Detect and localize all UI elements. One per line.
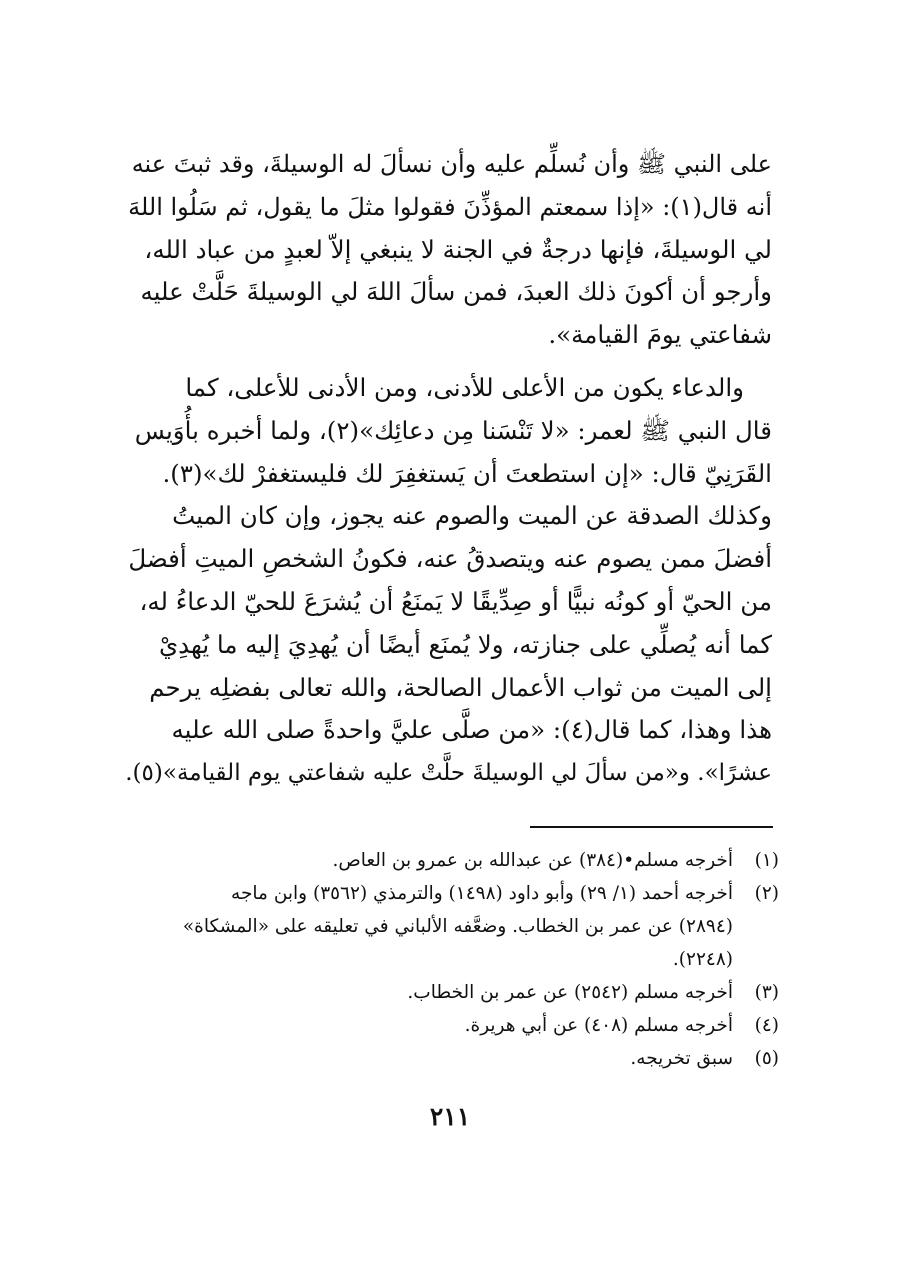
footnote-separator xyxy=(530,826,773,828)
footnote-2 xyxy=(122,877,779,976)
text-line: كما أنه يُصلِّي على جنازته، ولا يُمنَع أيضًا أن يُهدِيَ إليه ما يُهدِيْ xyxy=(159,629,772,659)
footnote-number: (٣) xyxy=(754,982,779,1003)
text-line: من الحيّ أو كونُه نبيًّا أو صِدِّيقًا لا يَمنَعُ أن يُشرَعَ للحيّ الدعاءُ له، xyxy=(139,586,772,616)
footnote-text: (٢٢٤٨). xyxy=(672,949,733,970)
text-line: والدعاء يكون من الأعلى للأدنى، ومن الأدنى للأعلى، كما xyxy=(185,372,744,402)
text-line: لي الوسيلةَ، فإنها درجةٌ في الجنة لا ينبغي إلاّ لعبدٍ من عباد الله، xyxy=(144,234,772,264)
text-line: أنه قال(١): «إذا سمعتم المؤذِّنَ فقولوا مثلَ ما يقول، ثم سَلُوا اللهَ xyxy=(128,192,772,221)
footnote-number: (٥) xyxy=(754,1048,779,1069)
paragraph-2 xyxy=(122,367,772,795)
paragraph-1 xyxy=(122,143,772,357)
main-text xyxy=(122,143,772,795)
footnote-text: سبق تخريجه. xyxy=(630,1048,733,1069)
footnote-number: (١) xyxy=(754,850,779,871)
footnote-3 xyxy=(122,976,779,1009)
text-line: عشرًا». و«من سألَ لي الوسيلةَ حلَّتْ عليه شفاعتي يوم القيامة»(٥). xyxy=(125,760,772,787)
text-line: على النبي ﷺ وأن نُسلِّم عليه وأن نسألَ له الوسيلةَ، وقد ثبتَ عنه xyxy=(131,150,772,178)
text-line: أفضلَ ممن يصوم عنه ويتصدقُ عنه، فكونُ الشخصِ الميتِ أفضلَ xyxy=(128,544,772,574)
footnote-number: (٤) xyxy=(754,1015,779,1036)
footnotes xyxy=(122,844,779,1075)
footnote-1 xyxy=(122,844,779,877)
text-line: القَرَنِيّ قال: «إن استطعتَ أن يَستغفِرَ لك فليستغفرْ لك»(٣). xyxy=(162,458,772,488)
footnote-text: أخرجه أحمد (١/ ٢٩) وأبو داود (١٤٩٨) والترمذي (٣٥٦٢) وابن ماجه xyxy=(231,883,733,904)
text-line: هذا وهذا، كما قال(٤): «من صلَّى عليَّ واحدةً صلى الله عليه xyxy=(171,715,772,745)
text-line: قال النبي ﷺ لعمر: «لا تَنْسَنا مِن دعائِك»(٢)، ولما أخبره بأُوَيس xyxy=(134,415,772,445)
footnote-4 xyxy=(122,1009,779,1042)
footnote-text: (٢٨٩٤) عن عمر بن الخطاب. وضعَّفه الألباني في تعليقه على «المشكاة» xyxy=(182,916,733,937)
page-number: ٢١١ xyxy=(429,1102,471,1131)
footnote-text: أخرجه مسلم•(٣٨٤) عن عبدالله بن عمرو بن العاص. xyxy=(332,850,733,871)
footnote-text: أخرجه مسلم (٢٥٤٢) عن عمر بن الخطاب. xyxy=(407,982,733,1003)
footnote-text: أخرجه مسلم (٤٠٨) عن أبي هريرة. xyxy=(464,1015,733,1036)
text-line: وكذلك الصدقة عن الميت والصوم عنه يجوز، وإن كان الميتُ xyxy=(172,501,772,531)
text-line: شفاعتي يومَ القيامة». xyxy=(548,320,772,350)
footnote-5 xyxy=(122,1042,779,1075)
text-line: وأرجو أن أكونَ ذلك العبدَ، فمن سألَ اللهَ لي الوسيلةَ حَلَّتْ عليه xyxy=(140,277,772,307)
text-line: إلى الميت من ثواب الأعمال الصالحة، والله تعالى بفضلِه يرحم xyxy=(149,672,772,702)
footnote-number: (٢) xyxy=(754,883,779,904)
